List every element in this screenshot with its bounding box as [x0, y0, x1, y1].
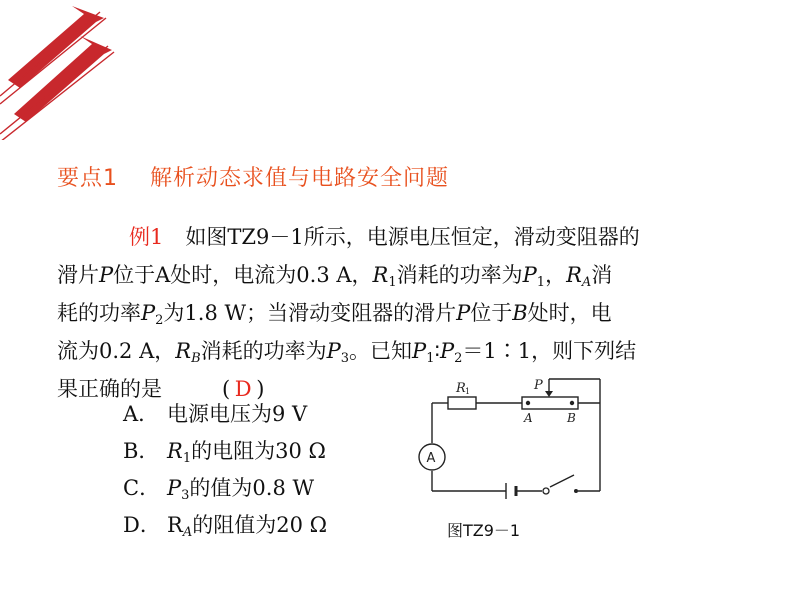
heading-number: 要点1	[57, 166, 118, 191]
problem-line-4: 流为0.2 A，$R_B$消耗的功率为$P_3$。已知$P_1∶P_2=1∶1$，则下列结	[57, 339, 637, 366]
section-heading	[57, 161, 449, 192]
arrow-logo-icon	[0, 0, 130, 140]
option-d: D． $R_A$的阻值为20 Ω	[123, 513, 328, 540]
problem-line-5: 果正确的是 ( D )	[57, 370, 737, 408]
slider-label: P	[534, 378, 543, 393]
circuit-diagram	[412, 375, 612, 505]
problem-text	[57, 218, 737, 408]
option-b: B． $R_1$的电阻为30 Ω	[123, 439, 326, 466]
switch-icon	[543, 488, 549, 494]
figure-caption: 图TZ9－1	[447, 521, 521, 540]
answer-value: D	[234, 377, 252, 401]
rheostat	[522, 397, 578, 409]
heading-title: 解析动态求值与电路安全问题	[149, 166, 449, 191]
answer-options	[123, 396, 327, 544]
end-b-label: B	[567, 411, 576, 425]
end-a-label: A	[524, 411, 533, 425]
problem-line-2: 滑片P位于A处时，电流为0.3 A，$R_1$消耗的功率为$P_1$，$R_A$消	[57, 263, 613, 290]
problem-line-3: 耗的功率$P_2$为1.8 W；当滑动变阻器的滑片P位于B处时，电	[57, 301, 612, 328]
option-a: A． 电源电压为9 V	[123, 402, 308, 426]
problem-line-1: 例1 如图TZ9－1所示，电源电压恒定，滑动变阻器的	[129, 225, 640, 249]
option-c: C． $P_3$的值为0.8 W	[123, 476, 315, 503]
resistor-label: R	[456, 381, 466, 396]
example-label: 例1	[129, 225, 164, 249]
resistor-sub: 1	[465, 387, 471, 396]
ammeter-label: A	[426, 451, 436, 466]
answer-bracket: ( D )	[222, 370, 264, 408]
resistor-r1	[448, 397, 476, 409]
battery-icon	[506, 483, 516, 499]
